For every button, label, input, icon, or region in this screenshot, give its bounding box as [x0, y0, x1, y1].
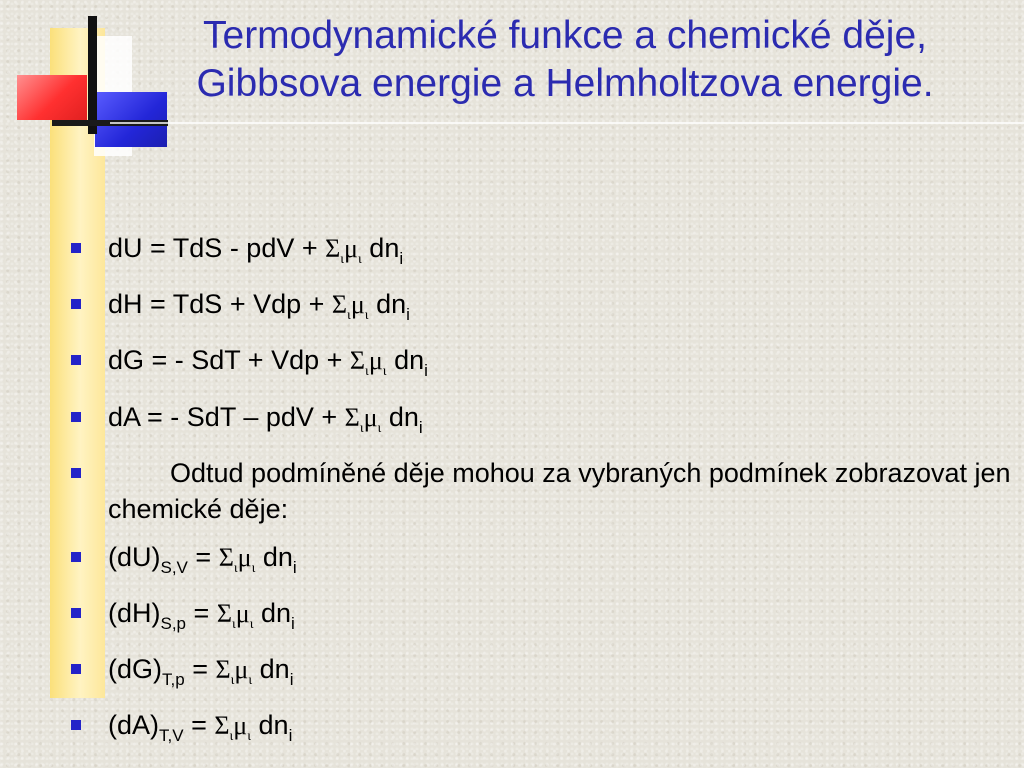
dn-subscript: i: [418, 417, 423, 437]
condition-subscript: T,V: [159, 726, 184, 746]
square-bullet-icon: [71, 720, 81, 730]
condition-subscript: T,p: [162, 670, 185, 690]
title-underline-rule: [110, 122, 1024, 124]
dn-subscript: i: [291, 613, 295, 633]
sigma-symbol: Σ: [218, 542, 234, 572]
sum-mu-term: [215, 655, 253, 689]
iota-subscript: ι: [347, 308, 351, 324]
dn-term: dn: [388, 401, 419, 432]
equation-lhs: dH = TdS + Vdp +: [108, 289, 332, 320]
iota-subscript: ι: [247, 729, 252, 745]
equation-lhs: dU = TdS - pdV +: [108, 233, 326, 263]
mu-symbol: μ: [350, 290, 365, 320]
dn-term: dn: [376, 289, 407, 320]
dn-subscript: i: [288, 726, 293, 746]
condition-dg: [70, 647, 1020, 703]
square-bullet-icon: [71, 243, 81, 253]
square-bullet-icon: [71, 299, 81, 309]
sum-mu-term: [344, 402, 382, 436]
equation-dg: [70, 338, 1020, 394]
equals-sign: =: [184, 654, 216, 685]
equation-list: [70, 226, 1020, 760]
dn-term: dn: [262, 541, 293, 572]
square-bullet-icon: [71, 664, 81, 674]
condition-subscript: S,p: [160, 613, 187, 633]
dn-term: dn: [259, 654, 290, 685]
dn-subscript: i: [406, 305, 410, 325]
sigma-symbol: Σ: [331, 290, 348, 320]
dn-subscript: i: [289, 670, 294, 690]
sigma-symbol: Σ: [216, 598, 232, 628]
equation-lhs: dG = - SdT + Vdp +: [108, 345, 350, 376]
mu-symbol: μ: [233, 711, 248, 741]
statement-item: [70, 451, 1020, 535]
function-label: (dU): [108, 541, 161, 572]
condition-dh: [70, 591, 1020, 647]
iota-subscript: ι: [364, 308, 369, 324]
iota-subscript: ι: [382, 364, 387, 380]
square-bullet-icon: [71, 412, 81, 422]
mu-symbol: μ: [235, 598, 250, 628]
iota-subscript: ι: [249, 617, 254, 633]
dn-term: dn: [258, 710, 289, 741]
sigma-symbol: Σ: [349, 346, 366, 376]
condition-subscript: S,V: [160, 557, 188, 577]
iota-subscript: ι: [231, 617, 236, 633]
sum-mu-term: [216, 598, 254, 633]
slide-title: [130, 12, 1000, 108]
iota-subscript: ι: [340, 252, 345, 268]
sigma-symbol: Σ: [215, 655, 231, 685]
iota-subscript: ι: [229, 729, 234, 745]
equals-sign: =: [187, 541, 219, 572]
iota-subscript: ι: [248, 673, 253, 689]
dn-term: dn: [394, 345, 425, 376]
equation-lhs: dA = - SdT – pdV +: [108, 401, 345, 432]
condition-du: [70, 535, 1020, 591]
square-bullet-icon: [71, 552, 81, 562]
sum-mu-term: [349, 346, 387, 380]
statement-text: Odtud podmíněné děje mohou za vybraných podmínek zobrazovat jen chemické děje:: [108, 457, 1011, 524]
dn-term: dn: [369, 233, 400, 263]
sum-mu-term: [218, 542, 256, 576]
sigma-symbol: Σ: [214, 711, 230, 741]
slide-title-line-1: Termodynamické funkce a chemické děje,: [203, 14, 927, 57]
function-label: (dA): [108, 710, 160, 741]
mu-symbol: μ: [234, 655, 249, 685]
function-label: (dG): [108, 654, 162, 685]
dn-subscript: i: [399, 249, 404, 268]
equals-sign: =: [183, 710, 215, 741]
iota-subscript: ι: [251, 560, 256, 576]
square-bullet-icon: [71, 355, 81, 365]
iota-subscript: ι: [230, 673, 235, 689]
equation-da: [70, 395, 1020, 451]
iota-subscript: ι: [365, 364, 369, 380]
square-bullet-icon: [71, 468, 81, 478]
mu-symbol: μ: [344, 234, 358, 263]
dn-term: dn: [260, 597, 292, 628]
mu-symbol: μ: [237, 542, 252, 572]
square-bullet-icon: [71, 608, 81, 618]
iota-subscript: ι: [359, 420, 364, 436]
mu-symbol: μ: [363, 402, 378, 432]
dn-subscript: i: [292, 557, 297, 577]
equals-sign: =: [186, 597, 217, 628]
sum-mu-term: [325, 234, 362, 268]
sigma-symbol: Σ: [344, 402, 360, 432]
dn-subscript: i: [424, 361, 428, 381]
mu-symbol: μ: [368, 346, 383, 376]
decor-black-vertical-bar: [88, 16, 97, 134]
equation-dh: [70, 282, 1020, 338]
iota-subscript: ι: [233, 560, 238, 576]
iota-subscript: ι: [377, 420, 382, 436]
sum-mu-term: [331, 290, 369, 324]
equation-du: [70, 226, 1020, 282]
sigma-symbol: Σ: [325, 234, 341, 263]
slide-title-line-2: Gibbsova energie a Helmholtzova energie.: [196, 62, 934, 105]
decor-red-square: [17, 75, 87, 120]
function-label: (dH): [108, 597, 161, 628]
condition-da: [70, 703, 1020, 759]
iota-subscript: ι: [358, 252, 362, 268]
sum-mu-term: [214, 711, 252, 745]
